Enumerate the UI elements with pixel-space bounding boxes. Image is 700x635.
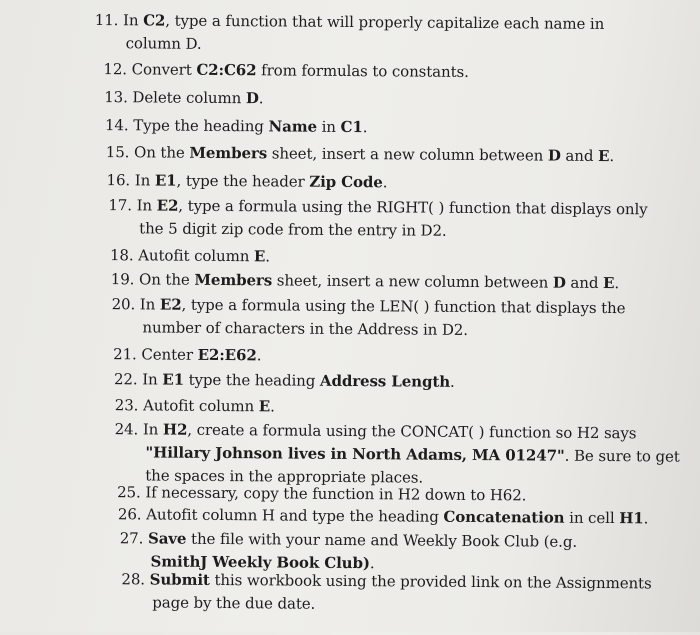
instruction-number: 13. xyxy=(104,88,133,107)
emphasis-text: E2 xyxy=(156,196,179,215)
emphasis-text: D xyxy=(547,146,561,165)
instruction-22 xyxy=(114,368,455,394)
instruction-line xyxy=(111,270,619,292)
instruction-18 xyxy=(110,244,270,268)
instruction-line xyxy=(108,196,647,218)
instruction-text: type the heading xyxy=(183,370,321,390)
instruction-continuation xyxy=(121,591,651,618)
instruction-text: In xyxy=(139,295,160,314)
instruction-text: If necessary, copy the function in H2 down to H62. xyxy=(145,483,527,505)
instruction-text: column D. xyxy=(125,34,202,53)
emphasis-text: E1 xyxy=(154,171,177,190)
emphasis-text: C2:C62 xyxy=(196,60,257,80)
instruction-14 xyxy=(105,114,368,139)
instruction-number: 20. xyxy=(111,295,140,314)
instruction-text: Autofit column xyxy=(138,246,255,266)
instruction-text: . xyxy=(369,554,375,573)
emphasis-text: E2:E62 xyxy=(197,345,257,365)
instruction-20 xyxy=(111,293,625,343)
instruction-number: 15. xyxy=(105,143,135,162)
emphasis-text: Address Length xyxy=(319,371,451,391)
instruction-text: In xyxy=(136,196,157,215)
instruction-line xyxy=(115,420,637,442)
instruction-text: . xyxy=(270,397,275,416)
instruction-text: , type a formula using the RIGHT( ) function that displays only xyxy=(178,196,648,219)
instruction-text: and xyxy=(565,273,604,292)
instruction-text: number of characters in the Address in D2. xyxy=(142,318,469,339)
instruction-text: . xyxy=(609,147,615,166)
instruction-number: 21. xyxy=(113,345,142,364)
instruction-number: 18. xyxy=(109,246,139,265)
instruction-12 xyxy=(103,58,469,84)
emphasis-text: "Hillary Johnson lives in North Adams, MA 01247" xyxy=(145,443,565,465)
emphasis-text: C2 xyxy=(143,11,166,30)
instruction-text: . xyxy=(256,346,262,365)
emphasis-text: Concatenation xyxy=(443,507,565,527)
instruction-text: Autofit column H and type the heading xyxy=(146,505,444,526)
instruction-line xyxy=(106,143,614,165)
instruction-text: Center xyxy=(141,345,198,364)
instruction-text: In xyxy=(122,11,144,30)
instruction-text: . Be sure to get xyxy=(564,446,680,466)
instruction-text: page by the due date. xyxy=(152,593,316,613)
instruction-text: On the xyxy=(138,270,195,289)
instruction-line xyxy=(95,11,605,33)
instruction-text: . xyxy=(643,509,649,528)
instruction-number: 28. xyxy=(121,570,150,589)
instruction-text: On the xyxy=(133,143,190,162)
emphasis-text: E xyxy=(258,397,271,416)
instruction-text: In xyxy=(142,370,163,389)
instruction-number: 26. xyxy=(117,505,147,524)
instruction-text: , type a formula using the LEN( ) function that displays the xyxy=(181,295,626,318)
instruction-text: . xyxy=(614,274,620,293)
instruction-text: In xyxy=(142,420,163,439)
instruction-text: . xyxy=(258,89,264,108)
instruction-continuation xyxy=(111,316,625,343)
emphasis-text: E xyxy=(253,247,266,266)
instruction-number: 19. xyxy=(110,270,140,289)
instruction-text: sheet, insert a new column between xyxy=(267,144,548,165)
instruction-line xyxy=(120,529,577,551)
instruction-number: 12. xyxy=(103,60,132,79)
instruction-17 xyxy=(108,194,648,244)
emphasis-text: E1 xyxy=(162,370,185,389)
instruction-number: 17. xyxy=(108,196,137,215)
instruction-number: 16. xyxy=(106,171,135,190)
emphasis-text: E xyxy=(602,273,615,293)
instruction-text: . xyxy=(382,173,388,192)
instruction-line xyxy=(112,295,626,317)
emphasis-text: Members xyxy=(189,143,268,163)
instruction-line xyxy=(118,505,649,527)
instruction-text: . xyxy=(362,118,368,137)
instruction-16 xyxy=(106,169,387,194)
instruction-text: In xyxy=(134,171,155,190)
emphasis-text: SmithJ Weekly Book Club) xyxy=(150,552,370,573)
instruction-continuation xyxy=(95,32,605,59)
emphasis-text: H1 xyxy=(619,509,644,528)
instruction-text: Delete column xyxy=(132,88,246,108)
instruction-26 xyxy=(118,503,649,530)
instruction-text: the spaces in the appropriate places. xyxy=(145,466,424,487)
instruction-24 xyxy=(114,418,680,491)
instruction-text: in cell xyxy=(564,508,620,528)
instruction-text: . xyxy=(449,372,455,391)
emphasis-text: C1 xyxy=(340,117,363,137)
instruction-text: from formulas to constants. xyxy=(256,61,469,81)
instruction-line xyxy=(107,171,388,191)
instruction-line xyxy=(110,246,270,265)
instruction-line xyxy=(114,370,455,391)
instruction-text: this workbook using the provided link on the Assignments xyxy=(209,570,652,593)
instruction-11 xyxy=(95,9,605,59)
instruction-21 xyxy=(113,343,261,367)
emphasis-text: H2 xyxy=(162,420,188,439)
instruction-23 xyxy=(115,394,275,418)
instruction-line xyxy=(104,88,263,107)
instruction-15 xyxy=(106,141,614,168)
emphasis-text: Zip Code xyxy=(309,172,383,192)
instruction-number: 14. xyxy=(104,116,134,135)
instruction-line xyxy=(121,570,651,592)
instruction-number: 24. xyxy=(114,420,143,439)
instruction-text: the 5 digit zip code from the entry in D2. xyxy=(139,219,447,240)
instruction-text: and xyxy=(560,146,599,165)
instruction-text: , type a function that will properly capitalize each name in xyxy=(165,11,605,33)
emphasis-text: Submit xyxy=(149,570,210,589)
instruction-line xyxy=(103,60,469,81)
emphasis-text: D xyxy=(245,89,259,108)
emphasis-text: Members xyxy=(194,270,273,290)
emphasis-text: D xyxy=(552,273,566,292)
instruction-text: , create a formula using the CONCAT( ) function so H2 says xyxy=(187,420,637,443)
instruction-number: 27. xyxy=(119,529,149,548)
instruction-text: sheet, insert a new column between xyxy=(272,271,553,292)
instruction-continuation xyxy=(108,217,647,244)
instruction-text: . xyxy=(265,247,271,266)
emphasis-text: Name xyxy=(268,117,318,136)
instruction-13 xyxy=(104,86,263,110)
instruction-text: Type the heading xyxy=(133,116,269,136)
instruction-line xyxy=(113,345,261,364)
instruction-28 xyxy=(121,568,652,618)
instruction-text: , type the header xyxy=(176,171,310,191)
instruction-line xyxy=(115,396,275,415)
instruction-line xyxy=(117,483,526,504)
instruction-number: 22. xyxy=(113,370,143,389)
instruction-number: 25. xyxy=(117,483,146,502)
emphasis-text: E2 xyxy=(159,295,182,314)
instruction-text: in xyxy=(316,117,341,136)
emphasis-text: E xyxy=(597,146,610,166)
instruction-text: the file with your name and Weekly Book Club (e.g. xyxy=(186,529,578,551)
instruction-text: Autofit column xyxy=(142,396,259,416)
instruction-19 xyxy=(111,268,619,295)
instruction-number: 23. xyxy=(114,396,144,415)
emphasis-text: Save xyxy=(147,529,187,548)
instruction-text: Convert xyxy=(131,60,197,79)
instruction-number: 11. xyxy=(94,10,124,30)
instruction-line xyxy=(105,116,368,136)
